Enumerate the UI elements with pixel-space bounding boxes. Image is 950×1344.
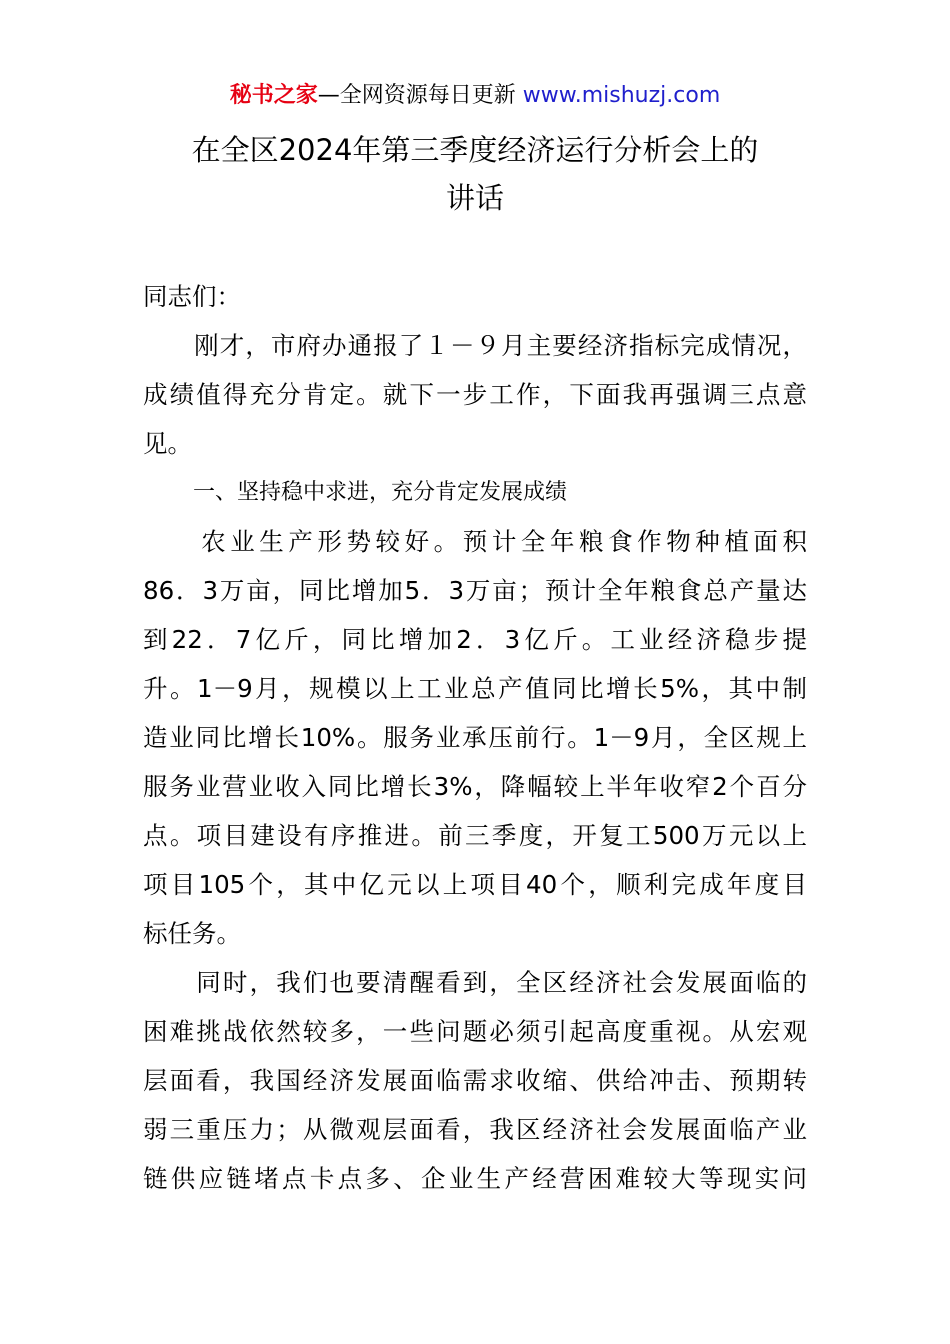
body-line: 到22．7亿斤，同比增加2．3亿斤。工业经济稳步提 — [143, 625, 807, 654]
site-header — [0, 80, 950, 112]
section-heading: 一、坚持稳中求进，充分肯定发展成绩 — [193, 480, 568, 505]
title-line: 讲话 — [445, 181, 504, 215]
body-line: 标任务。 — [143, 919, 241, 948]
site-brand: 秘书之家 — [229, 83, 318, 108]
body-line: 层面看，我国经济发展面临需求收缩、供给冲击、预期转 — [143, 1066, 807, 1095]
body-line: 86．3万亩，同比增加5．3万亩；预计全年粮食总产量达 — [143, 576, 807, 605]
body-line: 农业生产形势较好。预计全年粮食作物种植面积 — [143, 527, 807, 556]
site-tagline: —全网资源每日更新 — [317, 83, 523, 108]
salutation: 同志们： — [143, 282, 241, 311]
body-line: 见。 — [143, 429, 192, 458]
body-line: 升。1－9月，规模以上工业总产值同比增长5%，其中制 — [143, 674, 807, 703]
body-line: 点。项目建设有序推进。前三季度，开复工500万元以上 — [143, 821, 807, 850]
body-line: 弱三重压力；从微观层面看，我区经济社会发展面临产业 — [143, 1115, 807, 1144]
body-line: 同时，我们也要清醒看到，全区经济社会发展面临的 — [143, 968, 807, 997]
body-line: 困难挑战依然较多，一些问题必须引起高度重视。从宏观 — [143, 1017, 807, 1046]
document-title — [0, 126, 950, 222]
body-line: 成绩值得充分肯定。就下一步工作，下面我再强调三点意 — [143, 380, 807, 409]
site-url-link[interactable]: www.mishuzj.com — [522, 83, 721, 108]
title-line: 在全区2024年第三季度经济运行分析会上的 — [191, 133, 759, 167]
body-line: 项目105个，其中亿元以上项目40个，顺利完成年度目 — [143, 870, 807, 899]
body-line: 服务业营业收入同比增长3%，降幅较上半年收窄2个百分 — [143, 772, 807, 801]
document-body — [143, 272, 807, 1203]
body-line: 造业同比增长10%。服务业承压前行。1－9月，全区规上 — [143, 723, 807, 752]
body-line: 刚才，市府办通报了１－９月主要经济指标完成情况， — [143, 331, 807, 360]
body-line: 链供应链堵点卡点多、企业生产经营困难较大等现实问 — [143, 1164, 807, 1193]
